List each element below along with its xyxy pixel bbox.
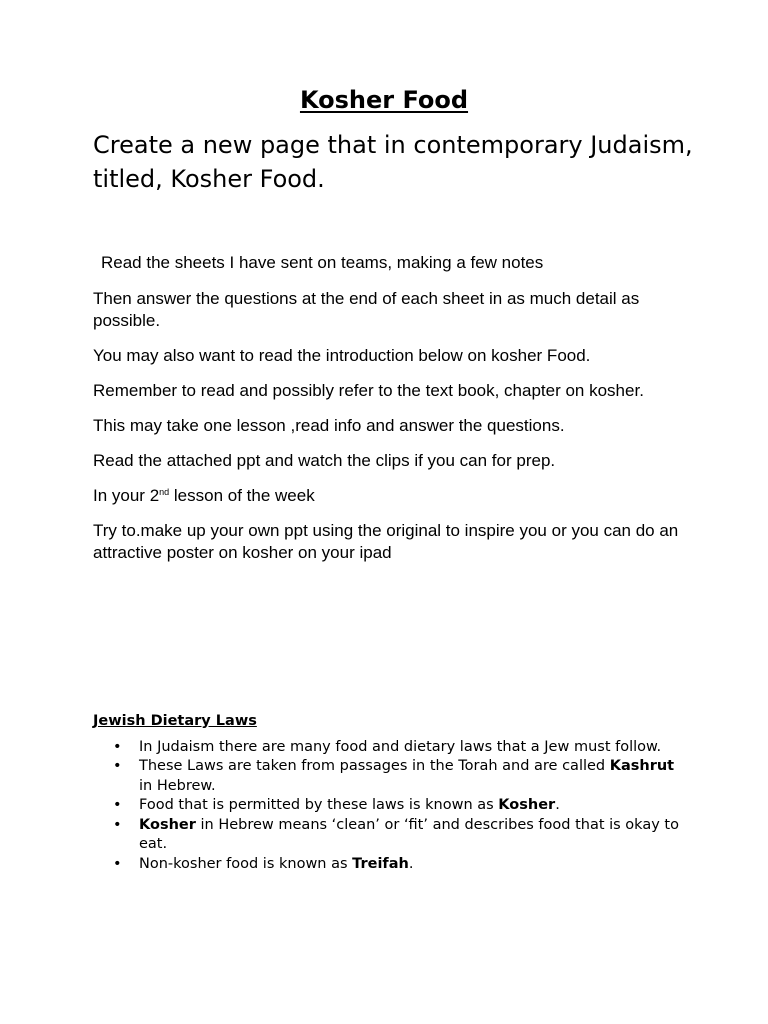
instruction-paragraph: Remember to read and possibly refer to the text book, chapter on kosher. xyxy=(93,381,644,400)
bullet-icon: • xyxy=(113,758,122,774)
bullet-icon: • xyxy=(113,797,122,813)
list-item-text: . xyxy=(555,797,560,813)
bullet-icon: • xyxy=(113,855,122,872)
instruction-paragraph: You may also want to read the introduction below on kosher Food. xyxy=(93,346,591,365)
instruction-paragraph: Read the sheets I have sent on teams, making a few notes xyxy=(101,253,544,272)
bold-term: Kashrut xyxy=(609,758,675,774)
instruction-paragraph: Try to.make up your own ppt using the original to inspire you or you can do an attractive poster on kosher on your ipad xyxy=(93,521,679,562)
instructions-section xyxy=(93,252,693,577)
list-item xyxy=(93,855,683,875)
list-item-text: Food that is permitted by these laws is known as xyxy=(139,797,499,813)
page-title: Kosher Food xyxy=(299,86,469,114)
section-heading: Jewish Dietary Laws xyxy=(93,713,257,729)
dietary-laws-section xyxy=(93,712,683,874)
instruction-paragraph: This may take one lesson ,read info and answer the questions. xyxy=(93,416,565,435)
page-subtitle: Create a new page that in contemporary Judaism, titled, Kosher Food. xyxy=(93,131,693,193)
bullet-icon: • xyxy=(113,738,122,755)
ordinal-suffix: nd xyxy=(159,487,170,497)
bold-term: Kosher xyxy=(498,797,556,813)
list-item xyxy=(93,757,683,796)
list-item-text: These Laws are taken from passages in the Torah and are called xyxy=(139,758,610,774)
list-item xyxy=(93,738,683,758)
instruction-paragraph xyxy=(93,485,693,507)
instruction-text: lesson of the week xyxy=(169,486,315,505)
list-item-text: In Judaism there are many food and dietary laws that a Jew must follow. xyxy=(139,738,662,755)
list-item-text: in Hebrew. xyxy=(139,777,216,794)
bold-term: Kosher xyxy=(139,816,196,833)
list-item xyxy=(93,796,683,816)
bold-term: Treifah xyxy=(352,855,409,872)
list-item-text: Non-kosher food is known as xyxy=(139,855,353,872)
instruction-paragraph: Then answer the questions at the end of each sheet in as much detail as possible. xyxy=(93,289,640,330)
dietary-laws-list xyxy=(93,738,683,875)
list-item-text: . xyxy=(408,855,414,872)
instruction-paragraph: Read the attached ppt and watch the clips if you can for prep. xyxy=(93,451,556,470)
list-item xyxy=(93,816,683,855)
instruction-text: In your 2 xyxy=(93,486,160,505)
list-item-text: in Hebrew means ‘clean’ or ‘fit’ and describes food that is okay to eat. xyxy=(139,816,679,852)
bullet-icon: • xyxy=(113,816,122,833)
